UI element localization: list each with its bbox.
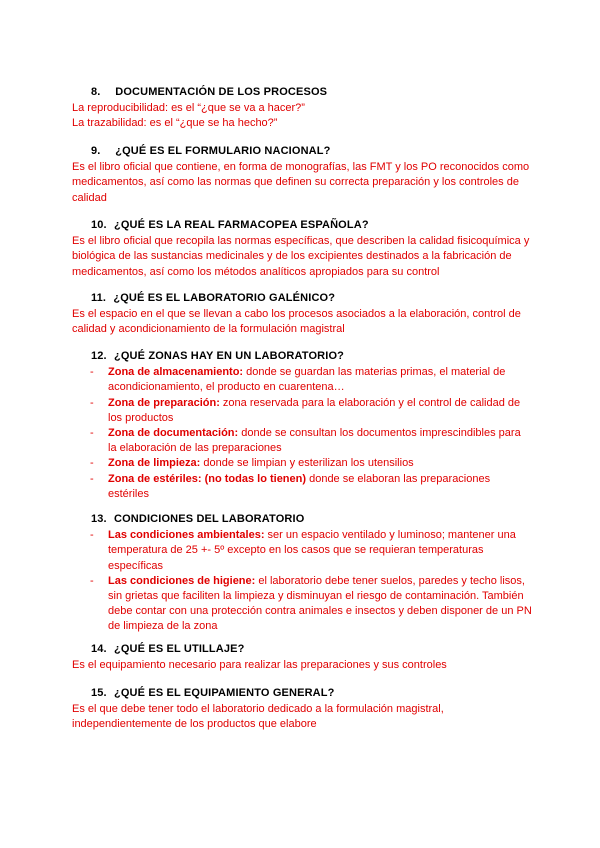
- list-item-term: Zona de limpieza:: [108, 457, 201, 470]
- section-15-number: 15.: [91, 687, 107, 699]
- section-12-title: ¿QUÉ ZONAS HAY EN UN LABORATORIO?: [113, 350, 345, 362]
- section-9-text: Es el libro oficial que contiene, en forma de monografías, las FMT y los PO reconocidos como medicamentos, así como las normas que definen su correcta preparación y los controles de calidad: [72, 161, 530, 204]
- list-item-desc: donde se guardan las materias primas, el material de acondicionamiento, el producto en cuarentena…: [108, 366, 506, 394]
- list-item: [72, 396, 532, 426]
- list-dash: -: [90, 457, 94, 470]
- section-13-title: CONDICIONES DEL LABORATORIO: [113, 513, 305, 525]
- section-13-number: 13.: [91, 513, 107, 525]
- list-item: [72, 365, 532, 395]
- list-item-desc: zona reservada para la elaboración y el control de calidad de los productos: [108, 396, 521, 424]
- section-15-title: ¿QUÉ ES EL EQUIPAMIENTO GENERAL?: [113, 687, 335, 699]
- section-8-title: DOCUMENTACIÓN DE LOS PROCESOS: [115, 86, 328, 98]
- section-12-number: 12.: [91, 350, 107, 362]
- section-11-title: ¿QUÉ ES EL LABORATORIO GALÉNICO?: [113, 292, 336, 304]
- list-item-term: Zona de documentación:: [108, 427, 239, 440]
- section-10-text: Es el libro oficial que recopila las normas específicas, que describen la calidad fisicoquímica y biológica de las sustancias medicinales y de los excipientes destinados a la fabricación de medicamentos, así como los métodos analíticos apropiados para su control: [72, 235, 530, 278]
- conditions-list: [72, 528, 532, 634]
- section-13: [72, 512, 532, 635]
- section-9-number: 9.: [91, 145, 101, 157]
- list-item-term: Zona de almacenamiento:: [108, 366, 244, 379]
- list-item-term: Zona de preparación:: [108, 396, 220, 409]
- section-15: [72, 686, 532, 733]
- section-9: [72, 144, 532, 206]
- section-12-heading: [91, 349, 532, 364]
- list-dash: -: [90, 472, 94, 485]
- list-item: [72, 426, 532, 456]
- section-14-text: Es el equipamiento necesario para realizar las preparaciones y sus controles: [72, 659, 447, 672]
- section-10: [72, 218, 532, 280]
- section-10-heading: [91, 218, 532, 233]
- section-11-number: 11.: [91, 292, 107, 304]
- section-8-heading: [91, 85, 532, 100]
- list-dash: -: [90, 574, 94, 587]
- list-item: [72, 456, 532, 471]
- list-item-desc: donde se elaboran las preparaciones estériles: [108, 472, 491, 500]
- list-dash: -: [90, 427, 94, 440]
- section-12: [72, 349, 532, 502]
- section-14-title: ¿QUÉ ES EL UTILLAJE?: [113, 643, 245, 655]
- list-item-term: Zona de estériles: (no todas lo tienen): [108, 472, 307, 485]
- list-item: [72, 574, 532, 635]
- list-item-desc: donde se limpian y esterilizan los utensilios: [200, 457, 414, 470]
- section-14: [72, 642, 532, 673]
- section-11-text: Es el espacio en el que se llevan a cabo los procesos asociados a la elaboración, control de calidad y acondicionamiento de la formulación magistral: [72, 308, 521, 336]
- list-dash: -: [90, 366, 94, 379]
- list-item-desc: el laboratorio debe tener suelos, paredes y techo lisos, sin grietas que faciliten la limpieza y disminuyan el riesgo de contaminación. También debe contar con una protección contra animales e insectos y deben disponer de un PN de limpieza de la zona: [108, 574, 532, 633]
- section-14-heading: [91, 642, 532, 657]
- section-8-number: 8.: [91, 86, 101, 98]
- zones-list: [72, 365, 532, 502]
- section-15-heading: [91, 686, 532, 701]
- list-item-desc: donde se consultan los documentos imprescindibles para la elaboración de las preparaciones: [108, 427, 521, 455]
- section-11-heading: [91, 291, 532, 306]
- list-item-term: Las condiciones ambientales:: [108, 529, 265, 542]
- section-8: [72, 85, 532, 132]
- section-14-number: 14.: [91, 643, 107, 655]
- section-11: [72, 291, 532, 338]
- list-item: [72, 472, 532, 502]
- section-9-heading: [91, 144, 532, 159]
- list-item: [72, 528, 532, 574]
- section-10-number: 10.: [91, 219, 107, 231]
- section-13-heading: [91, 512, 532, 527]
- list-dash: -: [90, 529, 94, 542]
- list-item-term: Las condiciones de higiene:: [108, 574, 256, 587]
- list-item-desc: ser un espacio ventilado y luminoso; mantener una temperatura de 25 +- 5º excepto en los casos que se requieran temperaturas específicas: [108, 529, 516, 572]
- section-15-text: Es el que debe tener todo el laboratorio dedicado a la formulación magistral, independientemente de los productos que elabore: [72, 703, 444, 731]
- section-10-title: ¿QUÉ ES LA REAL FARMACOPEA ESPAÑOLA?: [113, 219, 369, 231]
- section-8-line-trazabilidad: La trazabilidad: es el “¿que se ha hecho?”: [72, 117, 278, 130]
- section-9-title: ¿QUÉ ES EL FORMULARIO NACIONAL?: [115, 145, 331, 157]
- section-8-line-reproducibilidad: La reproducibilidad: es el “¿que se va a hacer?”: [72, 102, 305, 115]
- list-dash: -: [90, 396, 94, 409]
